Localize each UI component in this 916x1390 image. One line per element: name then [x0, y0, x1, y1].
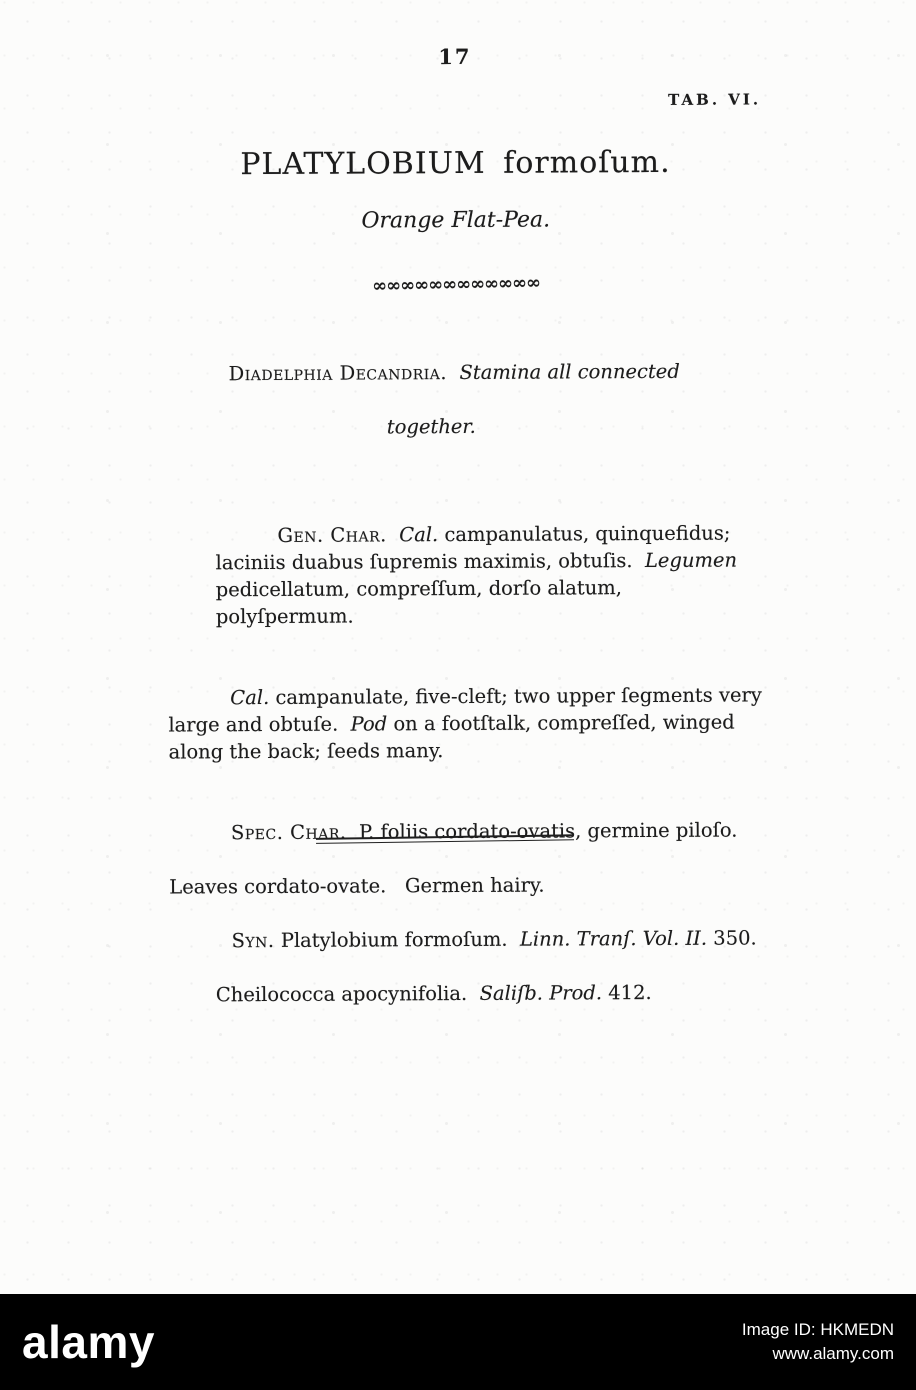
gen-latin-text-2: pedicellatum, compreſſum, dorſo alatum, polyſpermum.: [215, 548, 744, 629]
common-name: Orange Flat-Pea.: [361, 207, 551, 234]
syn-line2-reference: Saliſb. Prod.: [479, 981, 603, 1005]
spec-char-label: Spec. Char.: [230, 820, 347, 845]
gen-char-label: Gen. Char.: [277, 523, 387, 547]
gen-latin-cal: Cal.: [386, 523, 439, 547]
syn-line2: [216, 978, 766, 1008]
gen-eng-text-1: campanulate, five-cleft; two upper ſegments very large and obtuſe.: [168, 683, 769, 737]
gen-latin-text-1: campanulatus, quinquefidus; laciniis duabus ſupremis maximis, obtuſis.: [215, 521, 737, 575]
class-order-note: Stamina all connected: [447, 359, 680, 385]
class-order-name: Diadelphia Decandria.: [228, 361, 448, 386]
page-number: 17: [438, 43, 472, 70]
specific-character-latin: [169, 789, 765, 873]
spec-latin-text: P. foliis cordato-ovatis, germine piloſo.: [346, 818, 738, 844]
syn-line1-number: 350.: [706, 926, 757, 950]
gen-latin-legumen: Legumen: [644, 548, 738, 573]
class-order-note-cont: together.: [386, 414, 476, 439]
gen-eng-text-2: on a footſtalk, compreſſed, winged along the back; ſeeds many.: [168, 710, 742, 764]
generic-character-english: [168, 654, 769, 792]
image-metadata: [742, 1318, 894, 1366]
image-id: Image ID: HKMEDN: [741, 1320, 894, 1339]
species-title: PLATYLOBIUM formoſum.: [240, 144, 671, 183]
generic-character-latin: [167, 492, 764, 657]
gen-eng-cal: Cal.: [230, 685, 270, 710]
syn-line2-text: Cheilococca apocynifolia.: [215, 981, 480, 1007]
syn-line1-text: Platylobium formoſum.: [274, 927, 521, 952]
alamy-url: www.alamy.com: [772, 1344, 894, 1363]
gen-eng-pod: Pod: [350, 712, 388, 736]
synonyms: [169, 897, 766, 1062]
text-block: [166, 330, 769, 1062]
syn-label: Syn.: [231, 928, 275, 953]
chain-ornament: ∞∞∞∞∞∞∞∞∞∞∞∞: [371, 272, 541, 297]
specific-character-english: Leaves cordato-ovate. Germen hairy.: [169, 873, 545, 899]
alamy-watermark-bar: [0, 1294, 916, 1390]
syn-line2-number: 412.: [601, 980, 652, 1005]
alamy-logo: alamy: [22, 1316, 155, 1368]
syn-line1-reference: Linn. Tranſ. Vol. II.: [519, 926, 708, 951]
class-order-heading: [166, 330, 763, 495]
plate-reference: TAB. VI.: [668, 90, 762, 109]
